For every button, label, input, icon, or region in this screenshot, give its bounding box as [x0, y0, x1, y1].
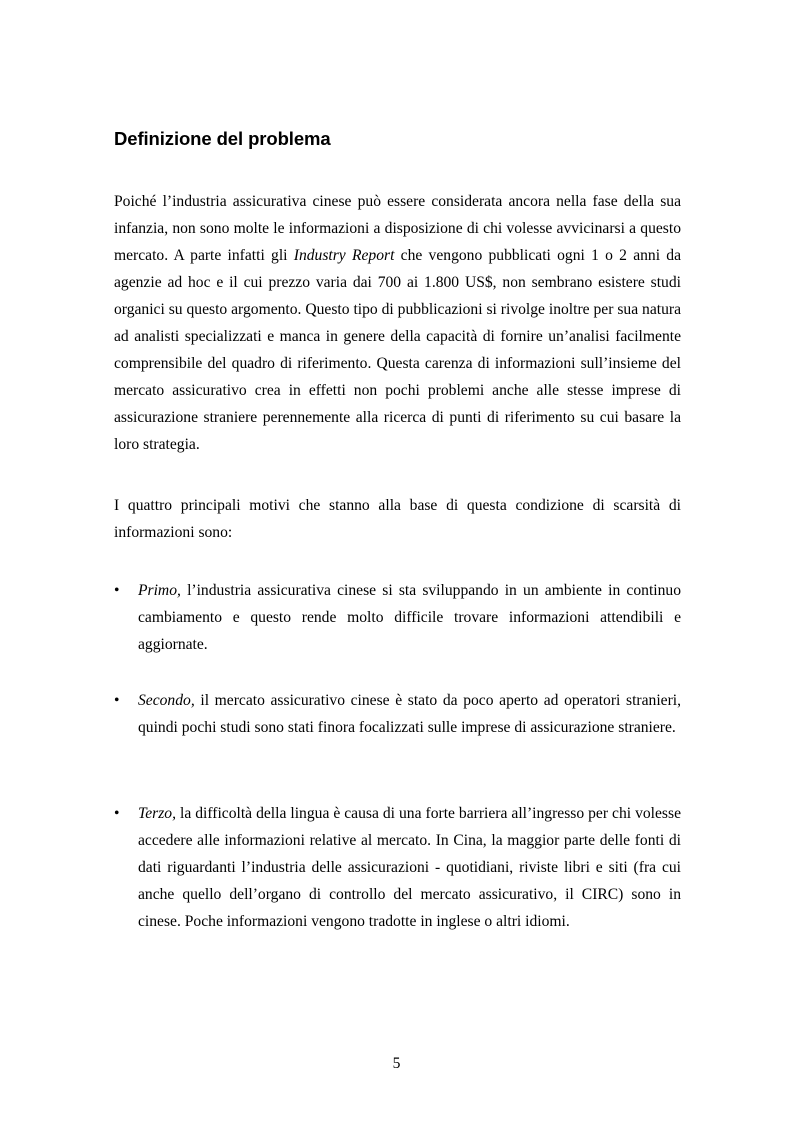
section-heading: Definizione del problema: [114, 128, 331, 149]
intro-paragraph: [114, 188, 681, 458]
motive-lead: Secondo,: [138, 692, 195, 709]
motive-list-3: [114, 800, 681, 935]
motive-text: l’industria assicurativa cinese si sta sviluppando in un ambiente in continuo cambiamento e questo rende molto difficile trovare informazioni attendibili e aggiornate.: [138, 582, 681, 653]
bullet-icon: •: [114, 582, 120, 599]
motive-item-second: [114, 687, 681, 741]
bullet-icon: •: [114, 805, 120, 822]
industry-report-term: Industry Report: [293, 247, 395, 264]
page-number: 5: [392, 1055, 401, 1072]
intro-paragraph-text-2: che vengono pubblicati ogni 1 o 2 anni da agenzie ad hoc e il cui prezzo varia dai 700 ai 1.800 US$, non sembrano esistere studi organici su questo argomento. Questo tipo di pubblicazioni si rivolge inoltre per sua natura ad analisti specializzati e manca in genere della capacità di fornire un’analisi facilmente comprensibile del quadro di riferimento. Questa carenza di informazioni sull’insieme del mercato assicurativo crea in effetti non pochi problemi anche alle stesse imprese di assicurazione straniere perennemente alla ricerca di punti di riferimento su cui basare la loro strategia.: [114, 247, 682, 453]
motive-item-first: [114, 577, 681, 658]
motives-intro-paragraph: I quattro principali motivi che stanno alla base di questa condizione di scarsità di informazioni sono:: [114, 497, 681, 541]
motive-lead: Terzo,: [138, 805, 176, 822]
intro-paragraph-text-1: Poiché l’industria assicurativa cinese può essere considerata ancora nella fase della sua infanzia, non sono molte le informazioni a disposizione di chi volesse avvicinarsi a questo mercato. A parte infatti gli: [114, 193, 681, 264]
bullet-icon: •: [114, 692, 120, 709]
motive-list-1: [114, 577, 681, 658]
motive-text: il mercato assicurativo cinese è stato da poco aperto ad operatori stranieri, quindi pochi studi sono stati finora focalizzati sulle imprese di assicurazione straniere.: [138, 692, 681, 736]
motive-item-third: [114, 800, 681, 935]
motive-lead: Primo,: [138, 582, 181, 599]
motive-text: la difficoltà della lingua è causa di una forte barriera all’ingresso per chi volesse accedere alle informazioni relative al mercato. In Cina, la maggior parte delle fonti di dati riguardanti l’industria delle assicurazioni - quotidiani, riviste libri e siti (fra cui anche quello dell’organo di controllo del mercato assicurativo, il CIRC) sono in cinese. Poche informazioni vengono tradotte in inglese o altri idiomi.: [138, 805, 681, 930]
motive-list-2: [114, 687, 681, 741]
